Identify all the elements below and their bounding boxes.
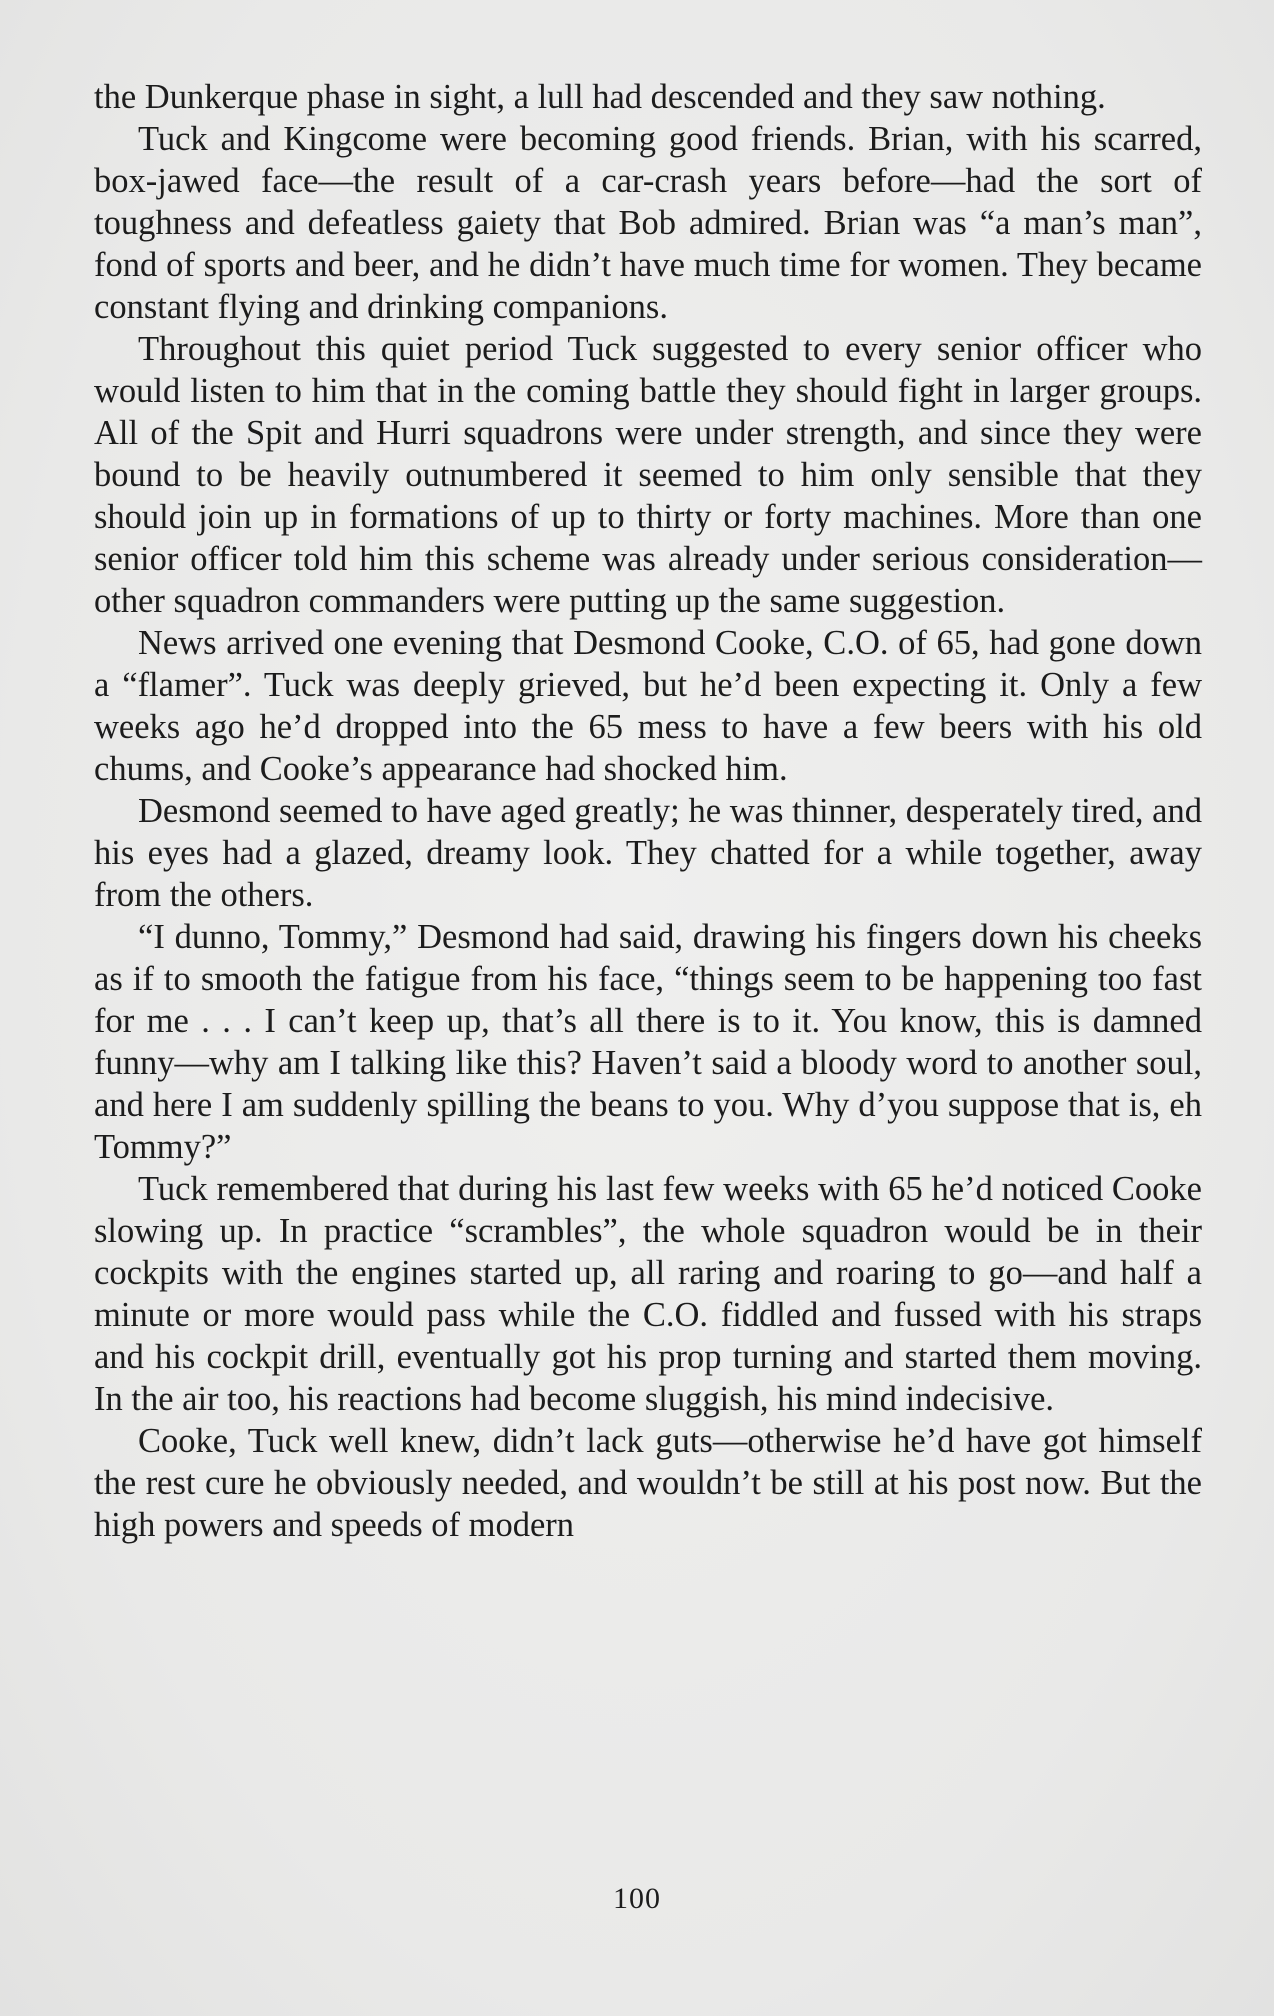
- paragraph-4: News arrived one evening that Desmond Cooke, C.O. of 65, had gone down a “flamer”. Tuck was deeply grieved, but he’d been expecting it. Only a few weeks ago he’d dropped into the 65 mess to have a few beers with his old chums, and Cooke’s appearance had shocked him.: [94, 624, 1202, 788]
- paragraph-7: Tuck remembered that during his last few weeks with 65 he’d noticed Cooke slowing up. In practice “scrambles”, the whole squadron would be in their cockpits with the engines started up, all raring and roaring to go—and half a minute or more would pass while the C.O. fiddled and fussed with his straps and his cockpit drill, eventually got his prop turning and started them moving. In the air too, his reactions had become sluggish, his mind indecisive.: [94, 1170, 1202, 1418]
- page-number: 100: [613, 1882, 661, 1915]
- paragraph-5: Desmond seemed to have aged greatly; he was thinner, desperately tired, and his eyes had a glazed, dreamy look. They chatted for a while together, away from the others.: [94, 792, 1202, 914]
- paragraph-6: “I dunno, Tommy,” Desmond had said, drawing his fingers down his cheeks as if to smooth the fatigue from his face, “things seem to be happening too fast for me . . . I can’t keep up, that’s all there is to it. You know, this is damned funny—why am I talking like this? Haven’t said a bloody word to another soul, and here I am suddenly spilling the beans to you. Why d’you suppose that is, eh Tommy?”: [94, 918, 1202, 1166]
- paragraph-3: Throughout this quiet period Tuck suggested to every senior officer who would listen to him that in the coming battle they should fight in larger groups. All of the Spit and Hurri squadrons were under strength, and since they were bound to be heavily outnumbered it seemed to him only sensible that they should join up in formations of up to thirty or forty machines. More than one senior officer told him this scheme was already under serious consideration—other squadron commanders were putting up the same suggestion.: [94, 330, 1202, 620]
- paragraph-8: Cooke, Tuck well knew, didn’t lack guts—otherwise he’d have got himself the rest cure he obviously needed, and wouldn’t be still at his post now. But the high powers and speeds of modern: [94, 1422, 1202, 1544]
- body-text: [94, 76, 1202, 1546]
- paragraph-1: the Dunkerque phase in sight, a lull had descended and they saw nothing.: [94, 78, 1106, 116]
- paragraph-2: Tuck and Kingcome were becoming good friends. Brian, with his scarred, box-jawed face—the result of a car-crash years before—had the sort of toughness and defeatless gaiety that Bob admired. Brian was “a man’s man”, fond of sports and beer, and he didn’t have much time for women. They became constant flying and drinking companions.: [94, 120, 1202, 326]
